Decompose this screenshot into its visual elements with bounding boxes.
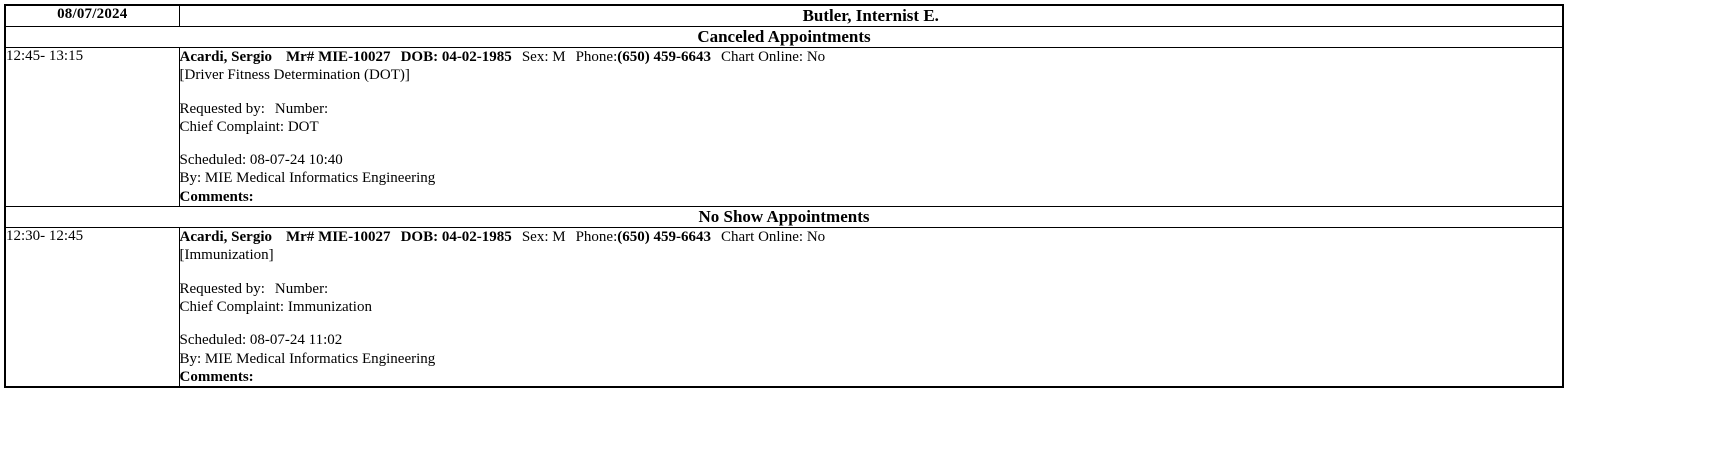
requested-by-line	[180, 280, 1563, 298]
comments-label: Comments:	[179, 368, 254, 385]
section-header-no-show	[5, 207, 1563, 228]
table-row	[5, 48, 1563, 207]
mrn-label: Mr#	[285, 229, 315, 246]
chart-online-label: Chart Online:	[721, 49, 804, 65]
chart-online-value: No	[806, 49, 826, 65]
report-header-row	[5, 5, 1563, 27]
requested-by-label: Requested by:	[179, 100, 265, 117]
dob-value: 04-02-1985	[441, 229, 512, 246]
phone-label: Phone:	[575, 229, 618, 246]
sex-value: M	[552, 49, 566, 65]
dob-label: DOB:	[400, 229, 439, 246]
scheduled-line: Scheduled: 08-07-24 11:02	[179, 332, 343, 349]
section-title: Canceled Appointments	[5, 27, 1563, 48]
patient-name: Acardi, Sergio	[179, 229, 272, 246]
scheduled-by-line: By: MIE Medical Informatics Engineering	[179, 350, 436, 367]
table-row	[5, 228, 1563, 388]
number-label: Number:	[274, 100, 329, 117]
spacer	[180, 316, 1563, 331]
chief-complaint: Chief Complaint: DOT	[179, 118, 319, 135]
scheduled-line: Scheduled: 08-07-24 10:40	[179, 152, 343, 169]
appointment-type: [Driver Fitness Determination (DOT)]	[179, 67, 410, 84]
mrn-label: Mr#	[285, 49, 315, 65]
dob-value: 04-02-1985	[441, 49, 512, 65]
report-date: 08/07/2024	[5, 5, 179, 27]
appointment-details	[179, 228, 1563, 388]
appointment-time: 12:30- 12:45	[5, 228, 179, 388]
phone-value: (650) 459-6643	[617, 49, 711, 65]
requested-by-label: Requested by:	[179, 280, 265, 297]
appointments-table	[4, 4, 1564, 388]
requested-by-line	[180, 100, 1563, 118]
chart-online-label: Chart Online:	[721, 229, 804, 246]
mrn-value: MIE-10027	[318, 49, 391, 65]
mrn-value: MIE-10027	[318, 229, 391, 246]
patient-summary-line	[180, 228, 1563, 246]
dob-label: DOB:	[400, 49, 439, 65]
patient-summary-line	[180, 48, 1563, 66]
spacer	[180, 136, 1563, 151]
section-title: No Show Appointments	[5, 207, 1563, 228]
sex-label: Sex:	[521, 229, 549, 246]
phone-label: Phone:	[575, 49, 618, 65]
spacer	[180, 85, 1563, 100]
provider-name: Butler, Internist E.	[179, 5, 1563, 27]
phone-value: (650) 459-6643	[617, 229, 711, 246]
appointment-time: 12:45- 13:15	[5, 48, 179, 207]
spacer	[180, 265, 1563, 280]
sex-label: Sex:	[521, 49, 549, 65]
appointment-type: [Immunization]	[179, 247, 274, 264]
sex-value: M	[552, 229, 566, 246]
patient-name: Acardi, Sergio	[179, 49, 272, 65]
section-header-canceled	[5, 27, 1563, 48]
chief-complaint: Chief Complaint: Immunization	[179, 298, 372, 315]
number-label: Number:	[274, 280, 329, 297]
comments-label: Comments:	[179, 188, 254, 205]
scheduled-by-line: By: MIE Medical Informatics Engineering	[179, 170, 436, 187]
appointment-details	[179, 48, 1563, 207]
chart-online-value: No	[806, 229, 826, 246]
